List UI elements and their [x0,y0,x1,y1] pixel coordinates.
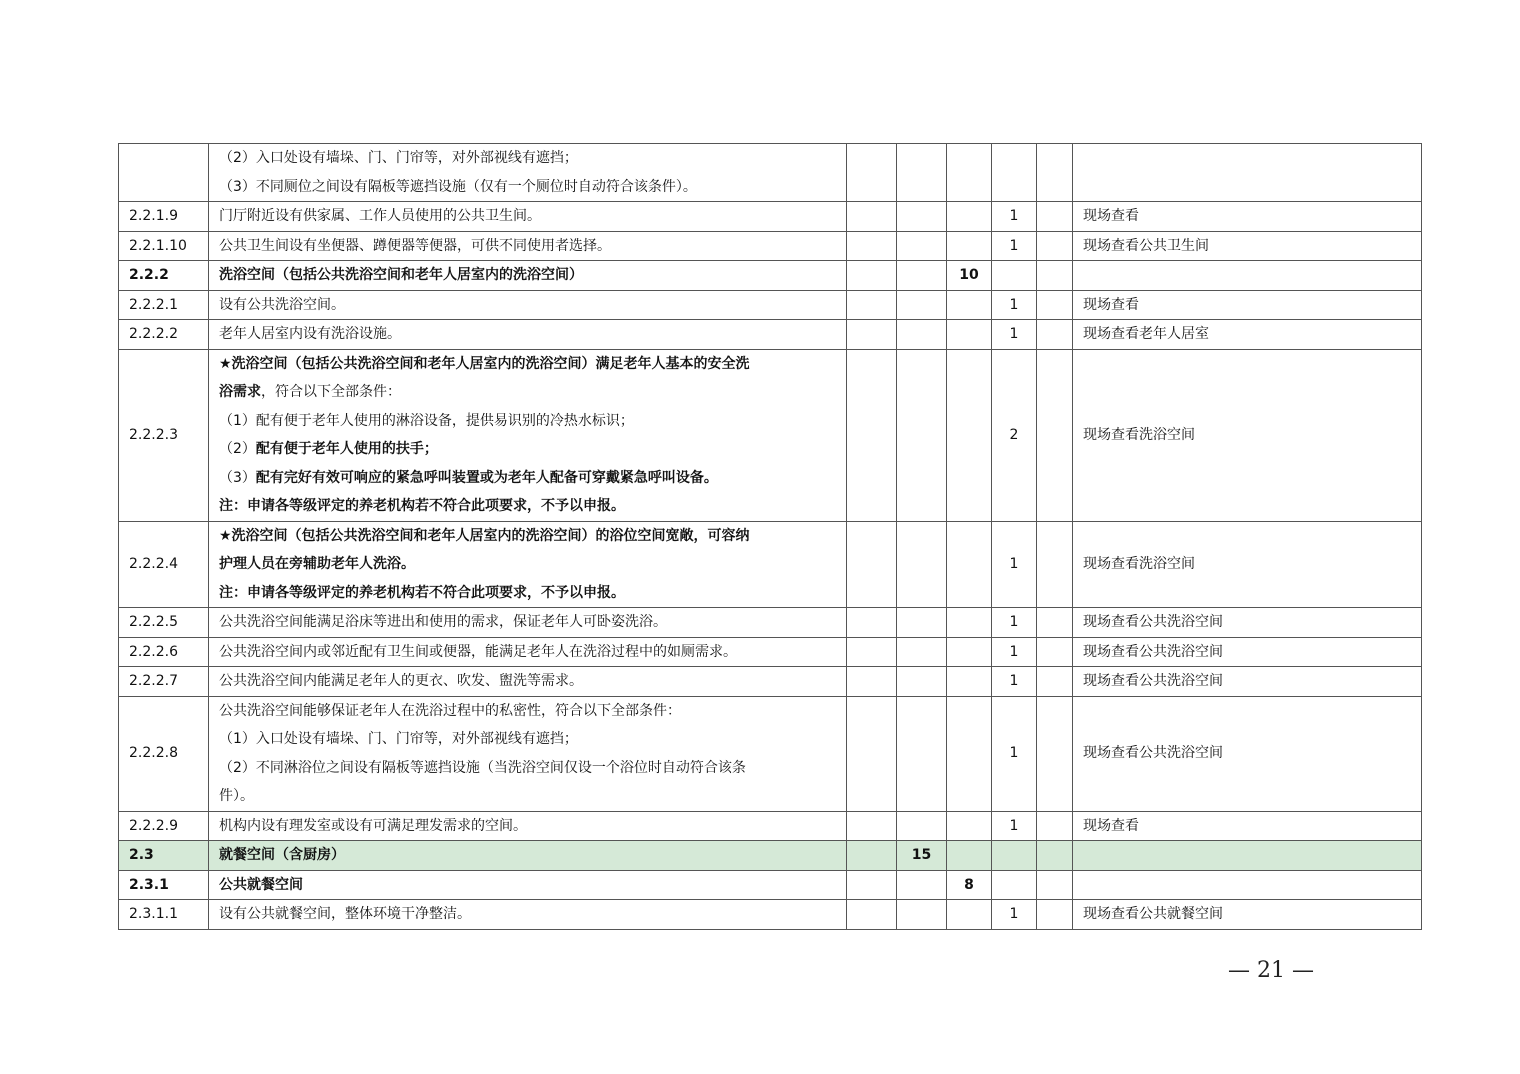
section-code: 2.2.2 [119,261,209,291]
item-description: 门厅附近设有供家属、工作人员使用的公共卫生间。 [209,202,847,232]
score-col-2 [897,261,947,291]
description-line: （2）不同淋浴位之间设有隔板等遮挡设施（当洗浴空间仅设一个浴位时自动符合该条 [219,759,746,776]
score-col-3 [947,637,992,667]
description-line: （1）入口处设有墙垛、门、门帘等，对外部视线有遮挡； [219,731,578,747]
score-col-1 [847,841,897,871]
score-col-3 [947,349,992,521]
section-title: 公共就餐空间 [209,870,847,900]
list-marker: （2） [219,441,256,457]
evaluation-method: 现场查看公共就餐空间 [1073,900,1422,930]
score-col-1 [847,811,897,841]
section-title: 洗浴空间（包括公共洗浴空间和老年人居室内的洗浴空间） [209,261,847,291]
evaluation-method [1073,870,1422,900]
score-col-2 [897,144,947,202]
section-code: 2.3 [119,841,209,871]
score-col-2 [897,290,947,320]
evaluation-method: 现场查看公共洗浴空间 [1073,667,1422,697]
standards-table [118,143,1422,930]
score-col-3 [947,320,992,350]
score-col-4 [992,870,1037,900]
score-col-5 [1037,841,1073,871]
item-code: 2.2.1.9 [119,202,209,232]
score-col-3 [947,900,992,930]
description-text: ，符合以下全部条件： [261,384,401,400]
score-col-2 [897,608,947,638]
score-col-1 [847,667,897,697]
score-col-5 [1037,900,1073,930]
score-col-5 [1037,608,1073,638]
evaluation-method: 现场查看公共洗浴空间 [1073,696,1422,811]
item-code: 2.2.2.4 [119,521,209,608]
item-code: 2.2.2.8 [119,696,209,811]
section-row [119,261,1422,291]
score-col-4 [992,144,1037,202]
score-col-5 [1037,667,1073,697]
score-col-2 [897,231,947,261]
description-line: （1）配有便于老年人使用的淋浴设备，提供易识别的冷热水标识； [219,412,634,429]
section-code: 2.3.1 [119,870,209,900]
item-code: 2.2.2.1 [119,290,209,320]
score-col-2 [897,349,947,521]
table-row [119,320,1422,350]
score-col-4: 2 [992,349,1037,521]
item-code: 2.2.2.9 [119,811,209,841]
description-line: 件）。 [219,788,254,804]
table-row [119,290,1422,320]
score-col-2 [897,521,947,608]
score-col-2 [897,320,947,350]
evaluation-method: 现场查看 [1073,290,1422,320]
item-code: 2.2.2.7 [119,667,209,697]
table-row [119,144,1422,202]
table-row [119,521,1422,608]
score-col-2: 15 [897,841,947,871]
evaluation-method: 现场查看公共洗浴空间 [1073,608,1422,638]
score-col-5 [1037,696,1073,811]
star-requirement-line: ★洗浴空间（包括公共洗浴空间和老年人居室内的洗浴空间）的浴位空间宽敞，可容纳 [219,527,750,544]
score-col-1 [847,696,897,811]
table-row [119,811,1422,841]
description-line: 公共洗浴空间能够保证老年人在洗浴过程中的私密性，符合以下全部条件： [219,702,681,719]
score-col-1 [847,202,897,232]
score-col-4 [992,261,1037,291]
score-col-5 [1037,349,1073,521]
evaluation-method: 现场查看 [1073,202,1422,232]
score-col-1 [847,870,897,900]
item-description: 公共洗浴空间能满足浴床等进出和使用的需求，保证老年人可卧姿洗浴。 [209,608,847,638]
score-col-4: 1 [992,637,1037,667]
item-description: 老年人居室内设有洗浴设施。 [209,320,847,350]
score-col-1 [847,320,897,350]
evaluation-method [1073,841,1422,871]
score-col-1 [847,608,897,638]
item-code: 2.2.2.3 [119,349,209,521]
score-col-2 [897,811,947,841]
item-code: 2.2.2.2 [119,320,209,350]
evaluation-method: 现场查看公共洗浴空间 [1073,637,1422,667]
score-col-4: 1 [992,900,1037,930]
evaluation-method: 现场查看公共卫生间 [1073,231,1422,261]
section-row [119,870,1422,900]
score-col-4: 1 [992,667,1037,697]
score-col-5 [1037,870,1073,900]
table-row [119,900,1422,930]
score-col-5 [1037,261,1073,291]
score-col-5 [1037,521,1073,608]
item-description [209,521,847,608]
item-description: 设有公共就餐空间，整体环境干净整洁。 [209,900,847,930]
table-row [119,608,1422,638]
score-col-1 [847,521,897,608]
description-line: （2）入口处设有墙垛、门、门帘等，对外部视线有遮挡； [219,150,578,166]
star-requirement-line: 护理人员在旁辅助老年人洗浴。 [219,556,415,572]
score-col-2 [897,202,947,232]
score-col-3 [947,841,992,871]
evaluation-method: 现场查看洗浴空间 [1073,521,1422,608]
item-code: 2.3.1.1 [119,900,209,930]
list-marker: （3） [219,469,256,486]
score-col-3 [947,290,992,320]
table-row [119,637,1422,667]
item-description [209,144,847,202]
evaluation-method: 现场查看洗浴空间 [1073,349,1422,521]
score-col-4: 1 [992,521,1037,608]
score-col-4: 1 [992,231,1037,261]
star-requirement-text: 配有便于老年人使用的扶手； [255,441,438,457]
evaluation-method: 现场查看老年人居室 [1073,320,1422,350]
score-col-3 [947,667,992,697]
standards-table-wrapper [118,143,1421,930]
score-col-5 [1037,231,1073,261]
item-description [209,349,847,521]
section-title: 就餐空间（含厨房） [209,841,847,871]
score-col-1 [847,349,897,521]
item-code: 2.2.2.6 [119,637,209,667]
score-col-3 [947,521,992,608]
description-line: （3）不同厕位之间设有隔板等遮挡设施（仅有一个厕位时自动符合该条件）。 [219,178,697,195]
item-description: 公共洗浴空间内或邻近配有卫生间或便器，能满足老年人在洗浴过程中的如厕需求。 [209,637,847,667]
score-col-1 [847,231,897,261]
score-col-3: 10 [947,261,992,291]
table-row [119,202,1422,232]
score-col-2 [897,637,947,667]
score-col-4: 1 [992,290,1037,320]
evaluation-method [1073,261,1422,291]
score-col-5 [1037,144,1073,202]
score-col-3 [947,608,992,638]
evaluation-method [1073,144,1422,202]
score-col-1 [847,144,897,202]
score-col-4: 1 [992,202,1037,232]
note-line: 注：申请各等级评定的养老机构若不符合此项要求，不予以申报。 [219,584,625,601]
score-col-5 [1037,637,1073,667]
table-row [119,667,1422,697]
score-col-2 [897,870,947,900]
score-col-3 [947,696,992,811]
score-col-4: 1 [992,608,1037,638]
item-description: 公共洗浴空间内能满足老年人的更衣、吹发、盥洗等需求。 [209,667,847,697]
score-col-1 [847,637,897,667]
score-col-5 [1037,290,1073,320]
item-description [209,696,847,811]
item-code: 2.2.1.10 [119,231,209,261]
score-col-4: 1 [992,320,1037,350]
table-row [119,696,1422,811]
table-row [119,231,1422,261]
score-col-3: 8 [947,870,992,900]
item-code: 2.2.2.5 [119,608,209,638]
score-col-4 [992,841,1037,871]
item-description: 公共卫生间设有坐便器、蹲便器等便器，可供不同使用者选择。 [209,231,847,261]
score-col-3 [947,144,992,202]
item-description: 机构内设有理发室或设有可满足理发需求的空间。 [209,811,847,841]
evaluation-method: 现场查看 [1073,811,1422,841]
star-requirement-text: 配有完好有效可响应的紧急呼叫装置或为老年人配备可穿戴紧急呼叫设备。 [255,469,718,486]
table-row [119,349,1422,521]
score-col-2 [897,696,947,811]
item-description: 设有公共洗浴空间。 [209,290,847,320]
section-row-highlighted [119,841,1422,871]
score-col-2 [897,900,947,930]
score-col-1 [847,290,897,320]
note-line: 注：申请各等级评定的养老机构若不符合此项要求，不予以申报。 [219,498,625,514]
score-col-1 [847,261,897,291]
score-col-5 [1037,320,1073,350]
score-col-3 [947,202,992,232]
star-requirement-text: 浴需求 [219,384,261,400]
score-col-3 [947,811,992,841]
score-col-3 [947,231,992,261]
score-col-4: 1 [992,811,1037,841]
star-requirement-line: ★洗浴空间（包括公共洗浴空间和老年人居室内的洗浴空间）满足老年人基本的安全洗 [219,355,750,372]
item-code [119,144,209,202]
score-col-1 [847,900,897,930]
score-col-4: 1 [992,696,1037,811]
score-col-5 [1037,811,1073,841]
score-col-5 [1037,202,1073,232]
page-number: — 21 — [1228,958,1314,983]
score-col-2 [897,667,947,697]
